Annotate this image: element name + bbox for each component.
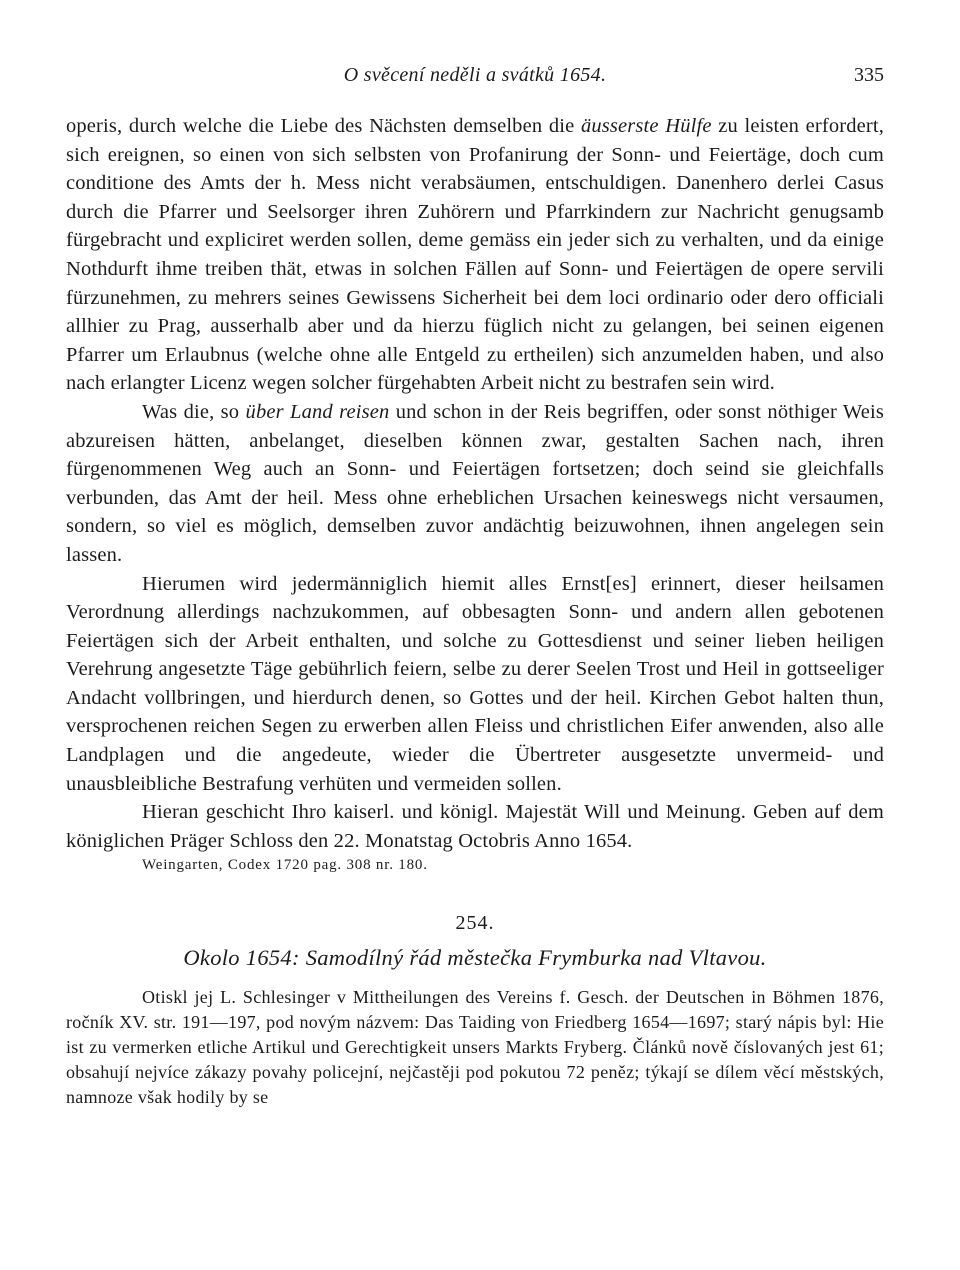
paragraph-2	[66, 398, 884, 570]
paragraph-1	[66, 112, 884, 398]
page-number: 335	[854, 64, 884, 86]
section-intro	[66, 985, 884, 1110]
paragraph-1-rest: zu leisten erfordert, sich ereignen, so einen von sich selbsten von Profanirung der Sonn- und Feiertäge, doch cum conditione des Amts der h. Mess nicht verabsäumen, entschuldigen. Danenhero derlei Casus durch die Pfarrer und Seelsorger ihren Zuhörern und Pfarrkindern zur Nachricht genugsamb fürgebracht und expliciret werden sollen, deme gemäss ein jeder sich zu verhalten, und da einige Nothdurft ihme treiben thät, etwas in solchen Fällen auf Sonn- und Feiertägen de opere servili fürzunehmen, zu mehrers seines Gewissens Sicherheit bei dem loci ordinario oder dero officiali allhier zu Prag, ausserhalb aber und da hierzu füglich nicht zu gelangen, bei seinen eigenen Pfarrer um Erlaubnus (welche ohne alle Entgeld zu ertheilen) sich anzumelden haben, und also nach erlangter Licenz wegen solcher fürgehabten Arbeit nicht zu bestrafen sein wird.	[66, 115, 884, 395]
section-title: Okolo 1654: Samodílný řád městečka Frymburka nad Vltavou.	[183, 945, 767, 971]
main-text	[66, 112, 884, 855]
paragraph-2-emphasis: über Land reisen	[245, 400, 390, 423]
paragraph-2-start: Was die, so	[142, 400, 246, 423]
document-page	[66, 60, 884, 1110]
paragraph-3: Hierumen wird jedermänniglich hiemit alles Ernst[es] erinnert, dieser heilsamen Verordnung allerdings nachzukommen, auf obbesagten Sonn- und andern allen gebotenen Feiertägen sich der Arbeit enthalten, und solche zu Gottesdienst und seiner lieben heiligen Verehrung angesetzte Täge gebührlich feiern, selbe zu derer Seelen Trost und Heil in gottseeliger Andacht vollbringen, und hierdurch denen, so Gottes und der heil. Kirchen Gebot halten thun, versprochenen reichen Segen zu erwerben allen Fleiss und christlichen Eifer anwenden, also alle Landplagen und die angedeute, wieder die Übertreter ausgesetzte unvermeid- und unausbleibliche Bestrafung verhüten und vermeiden sollen.	[66, 572, 884, 795]
section-number: 254.	[455, 912, 495, 935]
running-title: O svěcení neděli a svátků 1654.	[343, 64, 607, 86]
paragraph-1-emphasis: äusserste Hülfe	[580, 115, 712, 137]
paragraph-2-rest: und schon in der Reis begriffen, oder sonst nöthiger Weis abzureisen hätten, anbelanget, dieselben können zwar, gestalten Sachen nach, ihren fürgenommenen Weg auch an Sonn- und Feiertägen fortsetzen; doch seind sie gleichfalls verbunden, das Amt der heil. Mess ohne erheblichen Ursachen keineswegs nicht versaumen, sondern, so viel es möglich, demselben zuvor andächtig beizuwohnen, ihnen angelegen sein lassen.	[66, 400, 884, 566]
running-head	[66, 60, 884, 90]
section-intro-paragraph: Otiskl jej L. Schlesinger v Mittheilungen des Vereins f. Gesch. der Deutschen in Böhmen 1876, ročník XV. str. 191—197, pod novým názvem: Das Taiding von Friedberg 1654—1697; starý nápis byl: Hie ist zu vermerken etliche Artikul und Gerechtigkeit unsers Markts Fryberg. Článků nově číslovaných jest 61; obsahují nejvíce zákazy povahy policejní, nejčastěji pod pokutou 72 peněz; týkají se dílem věcí městských, namnoze však hodily by se	[66, 987, 884, 1108]
paragraph-4: Hieran geschicht Ihro kaiserl. und königl. Majestät Will und Meinung. Geben auf dem königlichen Präger Schloss den 22. Monatstag Octobris Anno 1654.	[66, 801, 884, 852]
paragraph-1-start: operis, durch welche die Liebe des Nächsten demselben die	[66, 115, 581, 137]
source-citation: Weingarten, Codex 1720 pag. 308 nr. 180.	[142, 857, 428, 874]
